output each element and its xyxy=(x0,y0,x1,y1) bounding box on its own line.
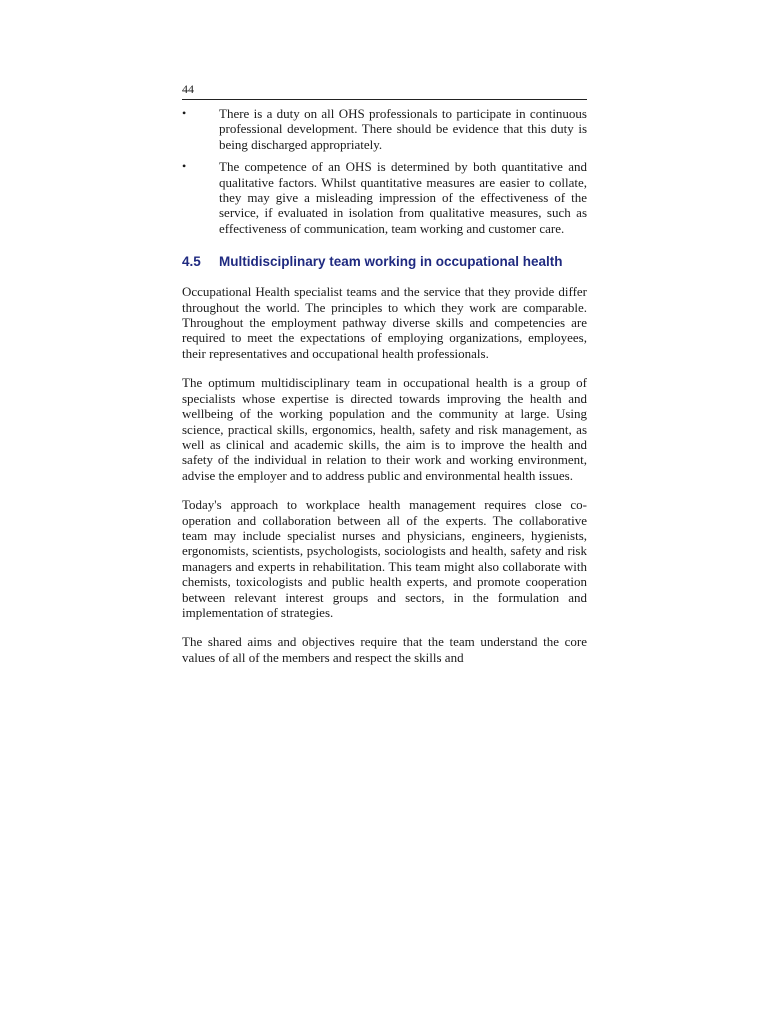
page-number: 44 xyxy=(182,82,194,96)
body-paragraph: Today's approach to workplace health management requires close co-operation and collaboration between all of the experts. The collaborative team may include specialist nurses and physicians, engineers, hygienists, ergonomists, scientists, psychologists, sociologists and health, safety and risk managers and experts in rehabilitation. This team might also collaborate with chemists, toxicologists and public health experts, and promote cooperation between relevant interest groups and sectors, in the formulation and implementation of strategies. xyxy=(182,497,587,620)
bullet-text: The competence of an OHS is determined by both quantitative and qualitative factors. Whilst quantitative measures are easier to collate, they may give a misleading impression of the effectiveness of the service, if evaluated in isolation from qualitative measures, such as effectiveness of communication, team working and customer care. xyxy=(219,159,587,236)
section-title: Multidisciplinary team working in occupational health xyxy=(219,254,563,270)
document-page xyxy=(182,82,587,679)
bullet-icon: • xyxy=(182,106,187,120)
bullet-icon: • xyxy=(182,159,187,174)
body-paragraph: Occupational Health specialist teams and the service that they provide differ throughout the world. The principles to which they work are comparable. Throughout the employment pathway diverse skills and competencies are required to meet the expectations of employing organizations, employees, their representatives and occupational health professionals. xyxy=(182,284,587,361)
bullet-text: There is a duty on all OHS professionals to participate in continuous professional development. There should be evidence that this duty is being discharged appropriately. xyxy=(219,106,587,152)
section-heading xyxy=(182,254,587,270)
bullet-list xyxy=(182,106,587,236)
body-paragraph: The shared aims and objectives require that the team understand the core values of all of the members and respect the skills and xyxy=(182,634,587,665)
header-rule xyxy=(182,99,587,100)
section-number: 4.5 xyxy=(182,254,201,270)
body-paragraph: The optimum multidisciplinary team in occupational health is a group of specialists whose expertise is directed towards improving the health and wellbeing of the working population and the community at large. Using science, practical skills, ergonomics, health, safety and risk management, as well as clinical and academic skills, the aim is to improve the health and safety of the individual in relation to their work and working environment, advise the employer and to address public and environmental health issues. xyxy=(182,375,587,483)
bullet-item xyxy=(182,106,587,152)
bullet-item xyxy=(182,159,587,236)
